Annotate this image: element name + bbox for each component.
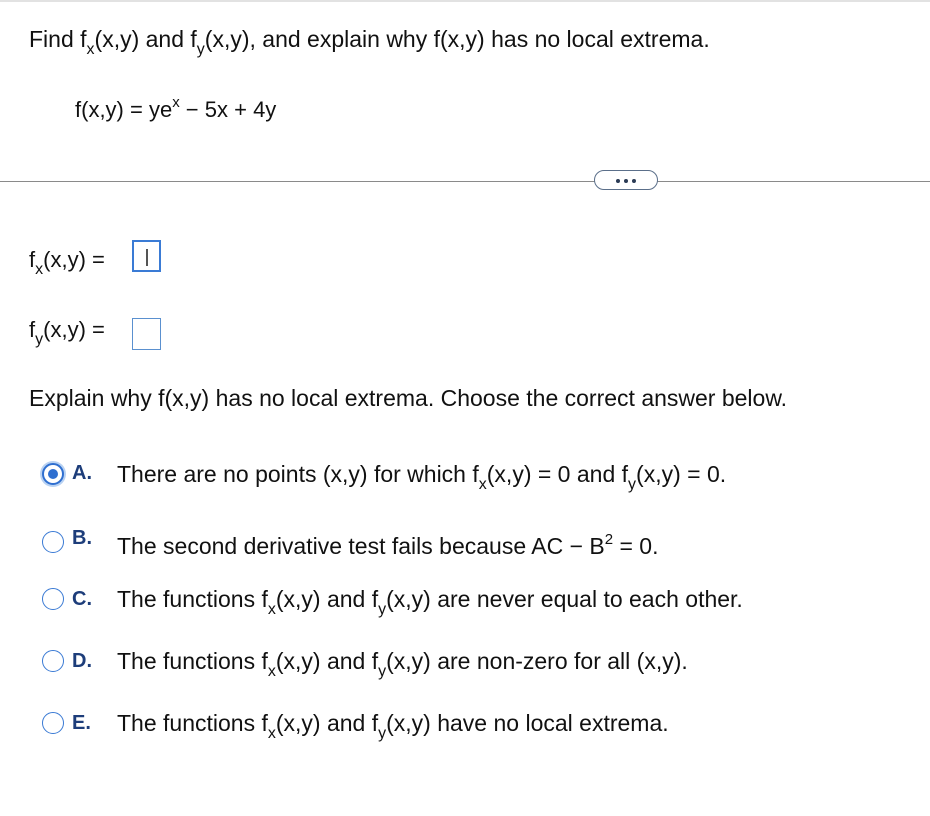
- option-c-radio[interactable]: [42, 588, 64, 610]
- option-e-text[interactable]: The functions $f_x(x,y)$ and $f_y(x,y)$ have no local extrema.: [117, 710, 669, 742]
- option-e-radio[interactable]: [42, 712, 64, 734]
- option-b-letter: B.: [72, 527, 92, 549]
- option-c-text[interactable]: The functions $f_x(x,y)$ and $f_y(x,y)$ are never equal to each other.: [117, 586, 743, 618]
- option-a-letter: A.: [72, 462, 92, 484]
- text-cursor: [146, 249, 148, 266]
- fy-answer-input[interactable]: [132, 318, 161, 350]
- function-definition: $f(x,y) = ye^x - 5x + 4y$: [75, 94, 277, 122]
- dot-icon: [632, 179, 636, 183]
- question-text: Find $f_x(x,y)$ and $f_y(x,y)$, and explain why f(x,y) has no local extrema.: [29, 26, 710, 58]
- option-d-letter: D.: [72, 650, 92, 672]
- fy-label: $f_y(x,y)$ =: [29, 317, 105, 348]
- option-c-letter: C.: [72, 588, 92, 610]
- explain-prompt: Explain why f(x,y) has no local extrema. Choose the correct answer below.: [29, 385, 788, 411]
- fx-answer-input[interactable]: [132, 240, 161, 272]
- option-b-radio[interactable]: [42, 531, 64, 553]
- option-b-text[interactable]: The second derivative test fails because AC − $B^2 = 0$.: [117, 531, 659, 559]
- dot-icon: [616, 179, 620, 183]
- option-d-text[interactable]: The functions $f_x(x,y)$ and $f_y(x,y)$ are non-zero for all (x,y).: [117, 648, 688, 680]
- top-border: [0, 0, 930, 2]
- option-d-radio[interactable]: [42, 650, 64, 672]
- section-divider: [0, 181, 930, 182]
- more-options-button[interactable]: [594, 170, 658, 190]
- option-a-text[interactable]: There are no points (x,y) for which $f_x(x,y) = 0$ and $f_y(x,y) = 0$.: [117, 461, 727, 493]
- dot-icon: [624, 179, 628, 183]
- radio-selected-dot: [48, 469, 58, 479]
- option-a-radio[interactable]: [42, 463, 64, 485]
- option-e-letter: E.: [72, 712, 91, 734]
- fx-label: $f_x(x,y)$ =: [29, 247, 105, 278]
